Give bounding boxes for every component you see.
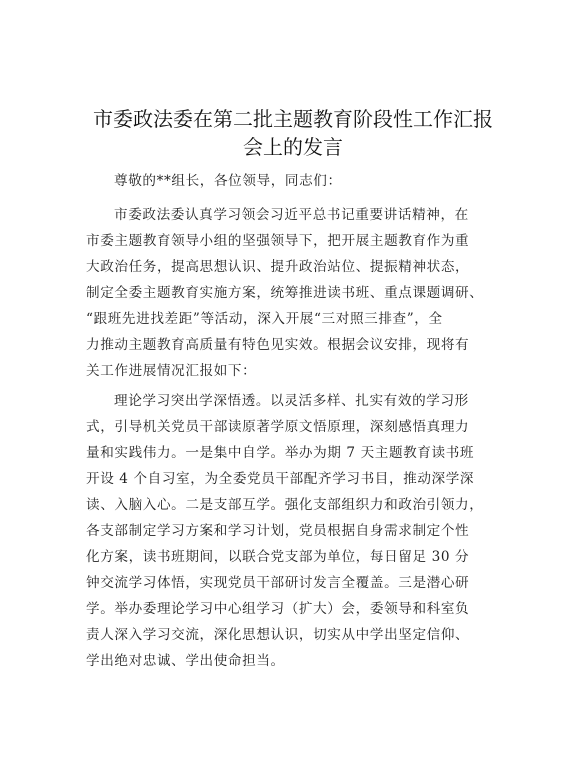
paragraph-2-line: 式，引导机关党员干部读原著学原文悟原理，深刻感悟真理力 — [86, 419, 470, 435]
paragraph-1-line: 关工作进展情况汇报如下： — [86, 363, 257, 379]
paragraph-1-line: 大政治任务，提高思想认识、提升政治站位、提振精神状态， — [86, 259, 470, 275]
paragraph-1-line: 制定全委主题教育实施方案，统筹推进读书班、重点课题调研、 — [86, 285, 484, 301]
paragraph-2-line: 理论学习突出学深悟透。以灵活多样、扎实有效的学习形 — [114, 393, 469, 409]
paragraph-2-line: 化方案，读书班期间，以联合党支部为单位，每日留足 30 分 — [86, 549, 470, 565]
paragraph-1-line: “跟班先进找差距”等活动，深入开展“三对照三排查”，全 — [86, 311, 443, 327]
paragraph-1-line: 市委主题教育领导小组的坚强领导下，把开展主题教育作为重 — [86, 233, 470, 249]
paragraph-2-line: 量和实践伟力。一是集中自学。举办为期 7 天主题教育读书班 — [86, 445, 475, 461]
paragraph-2-line: 读、入脑入心。二是支部互学。强化支部组织力和政治引领力， — [86, 497, 484, 513]
paragraph-2-line: 钟交流学习体悟，实现党员干部研讨发言全覆盖。三是潜心研 — [86, 575, 470, 591]
paragraph-2-line: 开设 4 个自习室，为全委党员干部配齐学习书目，推动深学深 — [86, 471, 475, 487]
paragraph-2-line: 学出绝对忠诚、学出使命担当。 — [86, 653, 285, 669]
paragraph-2-line: 学。举办委理论学习中心组学习（扩大）会，委领导和科室负 — [86, 601, 470, 617]
greeting-line: 尊敬的**组长，各位领导，同志们： — [114, 173, 342, 189]
paragraph-1-line: 市委政法委认真学习领会习近平总书记重要讲话精神，在 — [114, 207, 469, 223]
document-title-line-2: 会上的发言 — [243, 135, 343, 159]
paragraph-2-line: 责人深入学习交流，深化思想认识，切实从中学出坚定信仰、 — [86, 627, 470, 643]
paragraph-1-line: 力推动主题教育高质量有特色见实效。根据会议安排，现将有 — [86, 337, 470, 353]
paragraph-2-line: 各支部制定学习方案和学习计划，党员根据自身需求制定个性 — [86, 523, 470, 539]
document-title-line-1: 市委政法委在第二批主题教育阶段性工作汇报 — [93, 107, 493, 131]
